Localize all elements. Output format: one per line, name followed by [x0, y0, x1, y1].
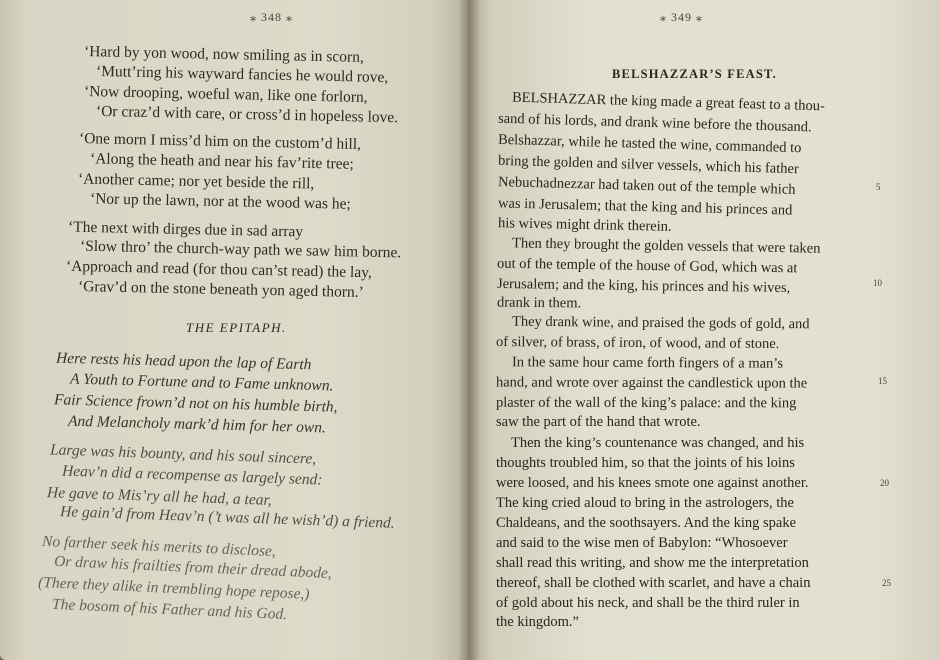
prose-line: Jerusalem; and the king, his princes and his wives, [496, 275, 791, 297]
prose-line: shall read this writing, and show me the interpretation [496, 555, 809, 571]
epitaph-line: A Youth to Fortune and to Fame unknown. [69, 370, 334, 395]
chapter-title: BELSHAZZAR’S FEAST. [612, 67, 777, 81]
verse-line: ‘The next with dirges due in sad array [67, 218, 304, 241]
prose-line: drank in them. [496, 294, 582, 312]
prose-line: of gold about his neck, and shall be the third ruler in [496, 595, 800, 611]
prose-line: Chaldeans, and the soothsayers. And the king spake [496, 515, 797, 531]
prose-line: The king cried aloud to bring in the astrologers, the [496, 495, 794, 511]
verse-line: ‘Mutt’ring his wayward fancies he would rove, [95, 62, 389, 87]
prose-line: Then the king’s countenance was changed, and his [511, 435, 805, 451]
verse-line: ‘Now drooping, woeful wan, like one forlorn, [83, 83, 368, 106]
verse-line: ‘Approach and read (for thou can’st read) the lay, [65, 257, 373, 282]
verse-line: ‘Nor up the lawn, nor at the wood was he; [89, 190, 352, 213]
epitaph-line: Large was his bounty, and his soul sincere, [49, 441, 317, 468]
epitaph-heading: THE EPITAPH. [186, 320, 287, 335]
verse-line: ‘Along the heath and near his fav’rite tree; [89, 150, 354, 173]
epitaph-line: (There they alike in trembling hope repose,) [37, 574, 310, 603]
prose-line: BELSHAZZAR the king made a great feast to a thou- [511, 89, 826, 115]
prose-line: In the same hour came forth fingers of a man’s [511, 354, 784, 372]
epitaph-line: Heav’n did a recompense as largely send: [61, 462, 323, 489]
line-number: 25 [882, 578, 891, 588]
epitaph-line: Or draw his frailties from their dread abode, [53, 552, 333, 583]
prose-line: his wives might drink therein. [497, 215, 672, 235]
prose-line: were loosed, and his knees smote one against another. [496, 475, 809, 491]
prose-line: plaster of the wall of the king’s palace: and the king [495, 394, 797, 412]
book-gutter [458, 0, 480, 660]
line-number: 15 [878, 376, 887, 386]
epitaph-line: Fair Science frown’d not on his humble birth, [53, 391, 338, 416]
prose-line: thoughts troubled him, so that the joints of his loins [496, 455, 795, 471]
verse-line: ‘Grav’d on the stone beneath yon aged thorn.’ [77, 278, 364, 301]
epitaph-line: The bosom of his Father and his God. [51, 595, 288, 624]
verse-line: ‘Slow thro’ the church-way path we saw him borne. [79, 237, 402, 262]
prose-line: of silver, of brass, of iron, of wood, and of stone. [495, 334, 780, 352]
epitaph-line: He gain’d from Heav’n (’t was all he wish’d) a friend. [59, 503, 396, 532]
prose-line: Belshazzar, while he tasted the wine, commanded to [497, 131, 802, 157]
verse-line: ‘Another came; nor yet beside the rill, [77, 170, 315, 193]
prose-line: was in Jerusalem; that the king and his princes and [497, 195, 793, 219]
epitaph-line: Here rests his head upon the lap of Earth [55, 349, 312, 374]
prose-line: They drank wine, and praised the gods of gold, and [511, 313, 810, 333]
prose-line: Nebuchadnezzar had taken out of the temple which [497, 174, 796, 198]
verse-line: ‘Hard by yon wood, now smiling as in scorn, [83, 43, 365, 66]
line-number: 10 [873, 278, 882, 288]
epitaph-line: No farther seek his merits to disclose, [41, 532, 277, 561]
epitaph-line: He gave to Mis’ry all he had, a tear, [46, 484, 272, 509]
prose-line: out of the temple of the house of God, which was at [496, 255, 798, 277]
page-number-348: ⁎ 348 ⁎ [250, 10, 293, 24]
prose-line: and said to the wise men of Babylon: “Whosoever [496, 535, 788, 551]
line-number: 5 [876, 182, 881, 192]
prose-line: sand of his lords, and drank wine before the thousand. [497, 110, 812, 136]
prose-line: hand, and wrote over against the candlestick upon the [495, 374, 808, 392]
prose-line: thereof, shall be clothed with scarlet, and have a chain [496, 575, 811, 591]
epitaph-line: And Melancholy mark’d him for her own. [67, 412, 327, 437]
line-number: 20 [880, 478, 889, 488]
prose-line: Then they brought the golden vessels that were taken [511, 235, 821, 257]
verse-line: ‘One morn I miss’d him on the custom’d hill, [78, 130, 362, 153]
left-page [0, 0, 468, 660]
prose-line: the kingdom.” [496, 614, 579, 630]
page-number-349: ⁎ 349 ⁎ [660, 10, 703, 24]
verse-line: ‘Or craz’d with care, or cross’d in hopeless love. [95, 102, 399, 127]
prose-line: bring the golden and silver vessels, which his father [497, 152, 799, 178]
prose-line: saw the part of the hand that wrote. [496, 414, 701, 430]
